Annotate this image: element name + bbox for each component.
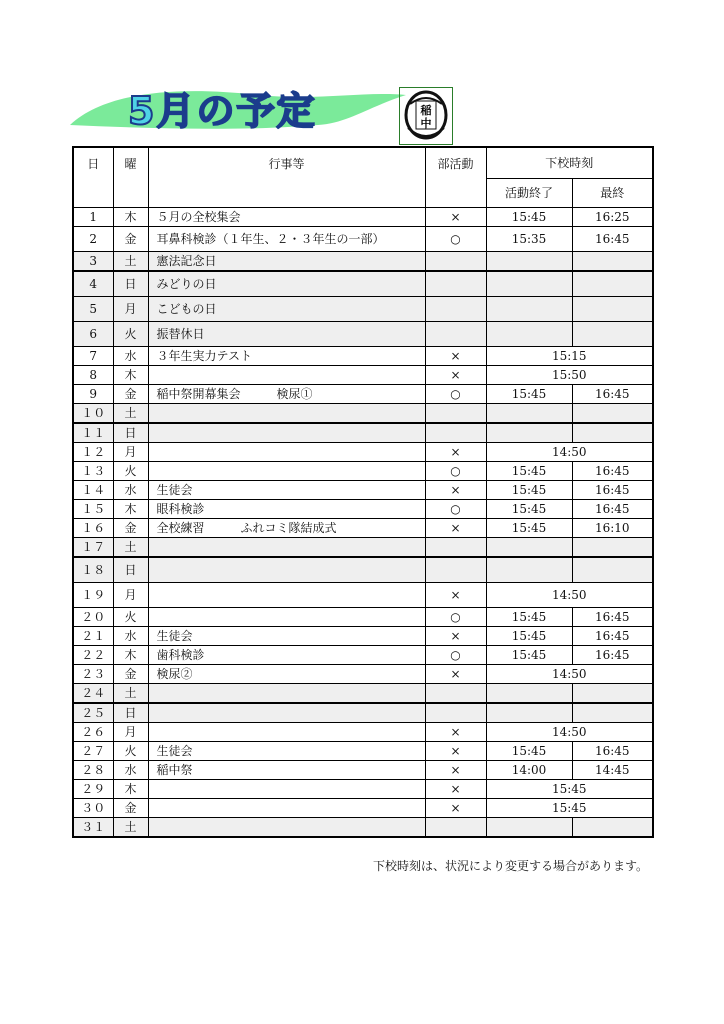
table-row [73,271,653,297]
col-header-event: 行事等 [148,147,425,208]
activity-end-cell: 14:00 [486,761,572,780]
day-cell: 3 [73,252,113,272]
weekday-cell: 月 [113,297,148,322]
footnote: 下校時刻は、状況により変更する場合があります。 [372,859,648,873]
day-cell: ３０ [73,799,113,818]
day-cell: １２ [73,443,113,462]
final-dismissal-cell [572,404,653,424]
weekday-cell: 水 [113,761,148,780]
activity-end-cell: 15:45 [486,208,572,227]
event-cell: こどもの日 [148,297,425,322]
final-dismissal-cell [572,252,653,272]
event-cell [148,780,425,799]
club-cell: × [425,723,486,742]
day-cell: ２０ [73,608,113,627]
day-cell: ２４ [73,684,113,704]
table-row [73,684,653,704]
activity-end-cell [486,557,572,583]
club-cell: ○ [425,385,486,404]
weekday-cell: 金 [113,519,148,538]
club-cell [425,322,486,347]
table-row [73,227,653,252]
activity-end-cell [486,423,572,443]
final-dismissal-cell [572,818,653,838]
activity-end-cell [486,297,572,322]
svg-text:中: 中 [420,117,432,130]
final-dismissal-cell [572,703,653,723]
weekday-cell: 月 [113,723,148,742]
event-cell [148,799,425,818]
weekday-cell: 日 [113,557,148,583]
table-row [73,761,653,780]
final-dismissal-cell: 16:45 [572,385,653,404]
day-cell: 1 [73,208,113,227]
weekday-cell: 土 [113,538,148,558]
table-row [73,646,653,665]
weekday-cell: 月 [113,583,148,608]
day-cell: １５ [73,500,113,519]
activity-end-cell: 15:45 [486,608,572,627]
weekday-cell: 月 [113,443,148,462]
dismissal-time-cell: 15:45 [486,780,653,799]
weekday-cell: 火 [113,608,148,627]
dismissal-time-cell: 14:50 [486,665,653,684]
event-cell: 生徒会 [148,742,425,761]
club-cell: ○ [425,608,486,627]
club-cell: × [425,761,486,780]
weekday-cell: 火 [113,322,148,347]
weekday-cell: 水 [113,347,148,366]
final-dismissal-cell [572,538,653,558]
table-row [73,723,653,742]
dismissal-time-cell: 15:45 [486,799,653,818]
club-cell [425,538,486,558]
club-cell: × [425,583,486,608]
table-row [73,385,653,404]
weekday-cell: 金 [113,665,148,684]
table-row [73,780,653,799]
weekday-cell: 土 [113,684,148,704]
day-cell: 7 [73,347,113,366]
activity-end-cell [486,271,572,297]
final-dismissal-cell: 16:45 [572,481,653,500]
weekday-cell: 木 [113,646,148,665]
day-cell: １７ [73,538,113,558]
table-row [73,703,653,723]
day-cell: 4 [73,271,113,297]
club-cell [425,684,486,704]
table-row [73,538,653,558]
page-title: 5月の予定 [128,89,317,133]
event-cell: 眼科検診 [148,500,425,519]
day-cell: 8 [73,366,113,385]
weekday-cell: 土 [113,252,148,272]
final-dismissal-cell [572,684,653,704]
col-header-final: 最終 [572,179,653,208]
club-cell [425,404,486,424]
event-cell [148,404,425,424]
activity-end-cell: 15:45 [486,646,572,665]
event-cell: 振替休日 [148,322,425,347]
activity-end-cell [486,684,572,704]
event-cell [148,462,425,481]
club-cell: × [425,627,486,646]
table-row [73,799,653,818]
club-cell [425,297,486,322]
day-cell: １８ [73,557,113,583]
day-cell: 5 [73,297,113,322]
dismissal-time-cell: 15:15 [486,347,653,366]
event-cell: ５月の全校集会 [148,208,425,227]
event-cell: みどりの日 [148,271,425,297]
table-row [73,608,653,627]
weekday-cell: 日 [113,703,148,723]
club-cell: × [425,742,486,761]
event-cell: 耳鼻科検診（１年生、２・３年生の一部） [148,227,425,252]
final-dismissal-cell: 16:45 [572,500,653,519]
event-cell [148,443,425,462]
activity-end-cell [486,404,572,424]
final-dismissal-cell: 16:45 [572,608,653,627]
weekday-cell: 金 [113,385,148,404]
svg-text:稲: 稲 [420,104,432,117]
activity-end-cell: 15:45 [486,462,572,481]
table-row [73,297,653,322]
activity-end-cell: 15:45 [486,385,572,404]
club-cell: × [425,799,486,818]
weekday-cell: 木 [113,500,148,519]
club-cell [425,271,486,297]
weekday-cell: 木 [113,366,148,385]
event-cell: 生徒会 [148,481,425,500]
event-cell: 稲中祭開幕集会 検尿① [148,385,425,404]
club-cell [425,818,486,838]
col-header-club: 部活動 [425,147,486,208]
day-cell: ２１ [73,627,113,646]
event-cell: 生徒会 [148,627,425,646]
schedule-rows [73,208,653,838]
event-cell [148,538,425,558]
weekday-cell: 火 [113,742,148,761]
final-dismissal-cell [572,557,653,583]
activity-end-cell: 15:45 [486,500,572,519]
weekday-cell: 金 [113,799,148,818]
event-cell [148,818,425,838]
event-cell [148,557,425,583]
table-row [73,481,653,500]
final-dismissal-cell: 14:45 [572,761,653,780]
activity-end-cell: 15:45 [486,742,572,761]
final-dismissal-cell: 16:45 [572,227,653,252]
weekday-cell: 日 [113,423,148,443]
table-row [73,443,653,462]
day-cell: 2 [73,227,113,252]
activity-end-cell: 15:45 [486,627,572,646]
club-cell: ○ [425,227,486,252]
weekday-cell: 火 [113,462,148,481]
club-cell: × [425,481,486,500]
day-cell: ２６ [73,723,113,742]
weekday-cell: 金 [113,227,148,252]
day-cell: 6 [73,322,113,347]
final-dismissal-cell: 16:45 [572,462,653,481]
table-row [73,665,653,684]
col-header-dismissal: 下校時刻 [486,147,653,179]
day-cell: １９ [73,583,113,608]
table-row [73,347,653,366]
final-dismissal-cell: 16:10 [572,519,653,538]
day-cell: １０ [73,404,113,424]
event-cell [148,583,425,608]
table-row [73,252,653,272]
dismissal-time-cell: 14:50 [486,443,653,462]
school-emblem [399,87,453,145]
activity-end-cell [486,322,572,347]
club-cell: × [425,519,486,538]
table-row [73,500,653,519]
club-cell: × [425,208,486,227]
day-cell: ２５ [73,703,113,723]
activity-end-cell: 15:35 [486,227,572,252]
event-cell: 稲中祭 [148,761,425,780]
event-cell: 歯科検診 [148,646,425,665]
day-cell: ２９ [73,780,113,799]
col-header-activity-end: 活動終了 [486,179,572,208]
club-cell [425,423,486,443]
weekday-cell: 土 [113,818,148,838]
table-row [73,208,653,227]
club-cell: × [425,366,486,385]
day-cell: ２３ [73,665,113,684]
activity-end-cell [486,818,572,838]
final-dismissal-cell [572,297,653,322]
table-row [73,627,653,646]
weekday-cell: 水 [113,481,148,500]
day-cell: ２７ [73,742,113,761]
weekday-cell: 木 [113,208,148,227]
final-dismissal-cell [572,322,653,347]
event-cell: ３年生実力テスト [148,347,425,366]
table-row [73,557,653,583]
club-cell: ○ [425,500,486,519]
table-row [73,519,653,538]
club-cell: × [425,347,486,366]
club-cell: × [425,780,486,799]
dismissal-time-cell: 15:50 [486,366,653,385]
event-cell: 全校練習 ふれコミ隊結成式 [148,519,425,538]
day-cell: ２８ [73,761,113,780]
day-cell: １４ [73,481,113,500]
table-row [73,818,653,838]
final-dismissal-cell [572,423,653,443]
weekday-cell: 日 [113,271,148,297]
day-cell: １１ [73,423,113,443]
schedule-table [72,146,654,838]
table-row [73,583,653,608]
final-dismissal-cell: 16:45 [572,646,653,665]
club-cell: × [425,443,486,462]
weekday-cell: 木 [113,780,148,799]
final-dismissal-cell [572,271,653,297]
event-cell: 憲法記念日 [148,252,425,272]
final-dismissal-cell: 16:25 [572,208,653,227]
col-header-day: 日 [73,147,113,208]
dismissal-time-cell: 14:50 [486,723,653,742]
day-cell: ２２ [73,646,113,665]
activity-end-cell [486,703,572,723]
final-dismissal-cell: 16:45 [572,742,653,761]
day-cell: １３ [73,462,113,481]
event-cell [148,684,425,704]
event-cell [148,608,425,627]
event-cell: 検尿② [148,665,425,684]
club-cell [425,557,486,583]
weekday-cell: 水 [113,627,148,646]
final-dismissal-cell: 16:45 [572,627,653,646]
event-cell [148,723,425,742]
activity-end-cell: 15:45 [486,481,572,500]
day-cell: １６ [73,519,113,538]
club-cell: × [425,665,486,684]
event-cell [148,423,425,443]
table-row [73,404,653,424]
event-cell [148,703,425,723]
weekday-cell: 土 [113,404,148,424]
club-cell [425,252,486,272]
activity-end-cell: 15:45 [486,519,572,538]
col-header-weekday: 曜 [113,147,148,208]
club-cell: ○ [425,646,486,665]
day-cell: 9 [73,385,113,404]
event-cell [148,366,425,385]
table-row [73,322,653,347]
club-cell: ○ [425,462,486,481]
club-cell [425,703,486,723]
activity-end-cell [486,252,572,272]
dismissal-time-cell: 14:50 [486,583,653,608]
activity-end-cell [486,538,572,558]
table-row [73,742,653,761]
table-row [73,462,653,481]
day-cell: ３１ [73,818,113,838]
table-row [73,423,653,443]
table-row [73,366,653,385]
